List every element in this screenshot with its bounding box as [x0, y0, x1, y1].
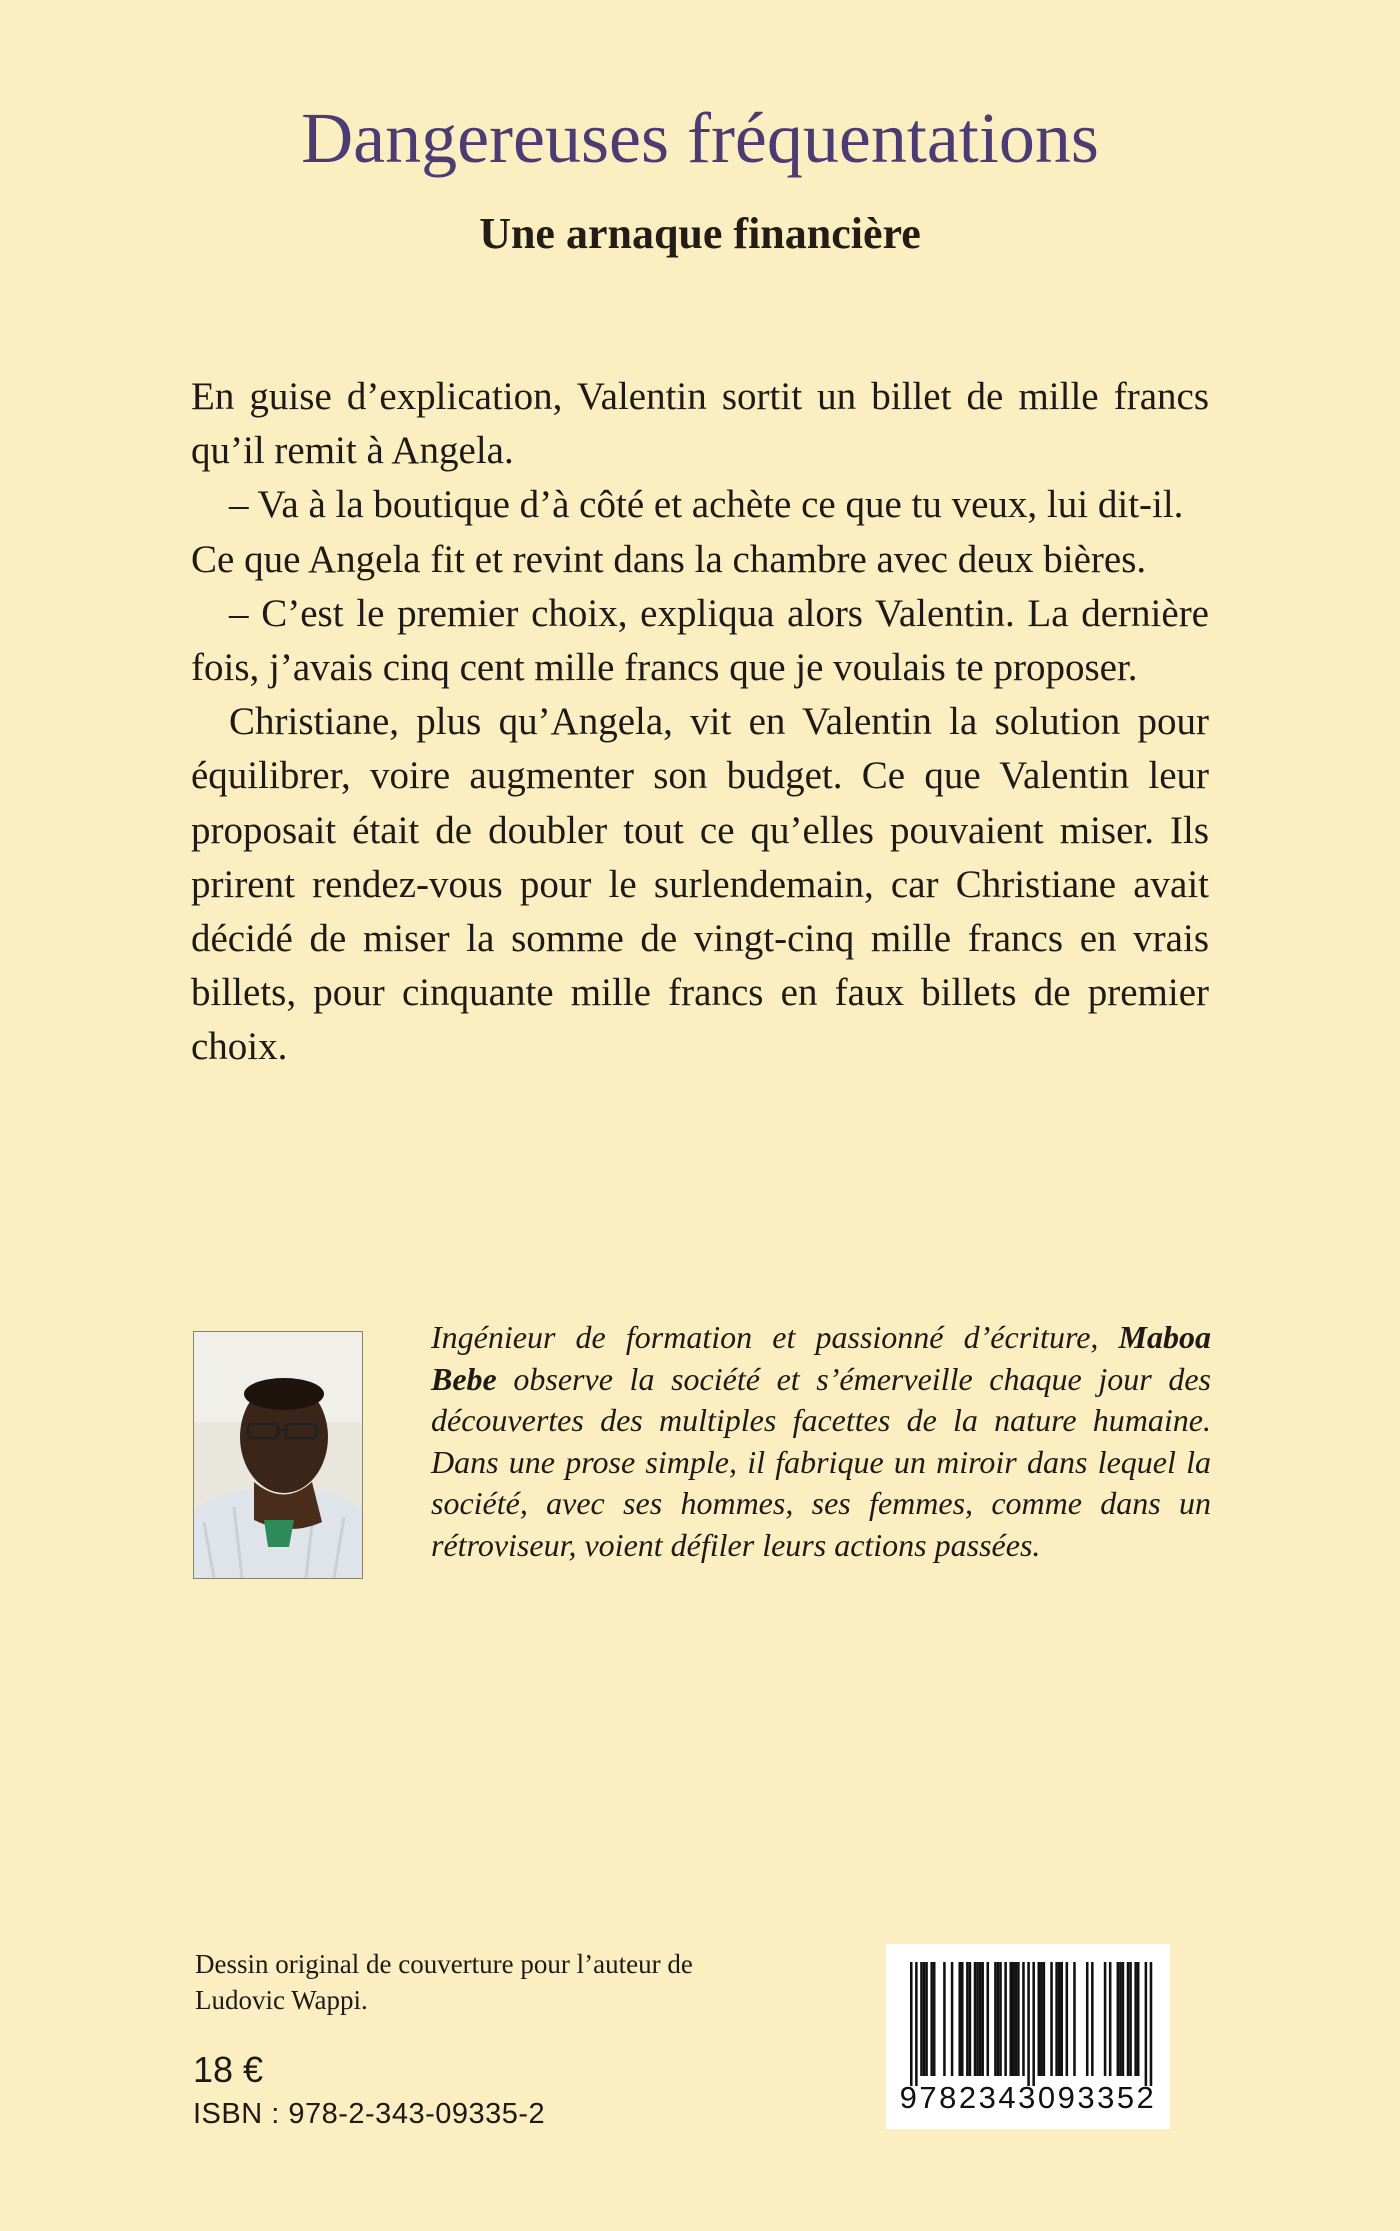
barcode-bar: [930, 1962, 933, 2076]
barcode-bar: [976, 1962, 979, 2076]
barcode-bar: [1060, 1962, 1063, 2076]
author-name: Maboa Bebe: [431, 1319, 1211, 1397]
barcode-bar: [1004, 1962, 1007, 2076]
author-bio-start: Ingénieur de formation et passionné d’écriture,: [431, 1319, 1119, 1355]
barcode-bar: [969, 1962, 972, 2076]
isbn: ISBN : 978-2-343-09335-2: [193, 2098, 546, 2130]
author-photo: [193, 1331, 363, 1579]
barcode-bar: [1129, 1962, 1132, 2076]
excerpt-paragraph: – Va à la boutique d’à côté et achète ce que tu veux, lui dit-il.: [229, 483, 1184, 527]
barcode-bar: [961, 1962, 964, 2076]
barcode-bar: [1027, 1962, 1030, 2086]
barcode-bar: [1066, 1962, 1069, 2076]
barcode-bar: [1127, 1962, 1130, 2076]
barcode-bar: [1091, 1962, 1094, 2076]
barcode-bar: [923, 1962, 926, 2076]
barcode-bar: [1145, 1962, 1148, 2086]
price: 18 €: [193, 2049, 264, 2090]
author-bio-end: observe la société et s’émerveille chaque jour des découvertes des multiples facettes de la nature humaine. Dans une prose simple, il fabrique un miroir dans lequel la société, avec ses hommes, ses femmes, comme dans un rétroviseur, voient défiler leurs actions passées.: [431, 1360, 1211, 1563]
barcode-bar: [1015, 1962, 1018, 2076]
barcode-bar: [981, 1962, 984, 2076]
barcode-bar: [1040, 1962, 1043, 2076]
barcode-bar: [1043, 1962, 1046, 2076]
barcode-bar: [1058, 1962, 1061, 2076]
barcode-bar: [915, 1962, 918, 2086]
barcode-bar: [958, 1962, 961, 2076]
barcode-bar: [925, 1962, 928, 2076]
barcode-bar: [1017, 1962, 1020, 2076]
barcode-bar: [1134, 1962, 1137, 2076]
barcode-bar: [1073, 1962, 1076, 2076]
barcode-bar: [1104, 1962, 1107, 2076]
barcode: [886, 1944, 1170, 2129]
barcode-bar: [1122, 1962, 1125, 2076]
barcode-number: 9782343093352: [899, 2080, 1157, 2115]
barcode-bar: [1086, 1962, 1089, 2076]
barcode-bar: [1055, 1962, 1058, 2076]
book-subtitle: Une arnaque financière: [479, 209, 921, 258]
barcode-bar: [910, 1962, 913, 2086]
barcode-bar: [933, 1962, 936, 2076]
barcode-bar: [994, 1962, 997, 2076]
barcode-bar: [1038, 1962, 1041, 2076]
barcode-bar: [997, 1962, 1000, 2076]
excerpt-paragraph: – C’est le premier choix, expliqua alors Valentin. La dernière fois, j’avais cinq cent mille francs que je voulais te proposer.: [191, 591, 1209, 690]
barcode-bar: [943, 1962, 946, 2076]
book-title: Dangereuses fréquentations: [301, 98, 1099, 178]
barcode-bar: [920, 1962, 923, 2076]
author-portrait-icon: [194, 1332, 362, 1578]
barcode-bar: [1009, 1962, 1012, 2076]
barcode-bar: [966, 1962, 969, 2076]
barcode-bar: [1050, 1962, 1053, 2076]
barcode-bar: [979, 1962, 982, 2076]
excerpt-paragraph: En guise d’explication, Valentin sortit un billet de mille francs qu’il remit à Angela.: [191, 375, 1209, 473]
barcode-bar: [1119, 1962, 1122, 2076]
barcode-bar: [999, 1962, 1002, 2076]
barcode-bar: [987, 1962, 990, 2076]
barcode-bar: [951, 1962, 954, 2076]
barcode-bar: [1137, 1962, 1140, 2076]
barcode-bar: [1022, 1962, 1025, 2076]
barcode-bar: [1109, 1962, 1112, 2076]
barcode-bar: [1150, 1962, 1153, 2086]
cover-art-credit: Dessin original de couverture pour l’auteur de Ludovic Wappi.: [195, 1949, 693, 2015]
barcode-bar: [974, 1962, 977, 2076]
excerpt-paragraph: Ce que Angela fit et revint dans la chambre avec deux bières.: [191, 537, 1147, 581]
barcode-bar: [1117, 1962, 1120, 2076]
author-bio: [431, 1317, 1211, 1567]
back-cover-excerpt: [191, 370, 1209, 1075]
barcode-bar: [1032, 1962, 1035, 2086]
barcode-bar: [1012, 1962, 1015, 2076]
excerpt-paragraph: Christiane, plus qu’Angela, vit en Valentin la solution pour équilibrer, voire augmenter son budget. Ce que Valentin leur proposait était de doubler tout ce qu’elles pouvaient miser. Ils prirent rendez-vous pour le surlendemain, car Christiane avait décidé de miser la somme de vingt-cinq mille francs en vrais billets, pour cinquante mille francs en faux billets de premier choix.: [191, 700, 1209, 1069]
